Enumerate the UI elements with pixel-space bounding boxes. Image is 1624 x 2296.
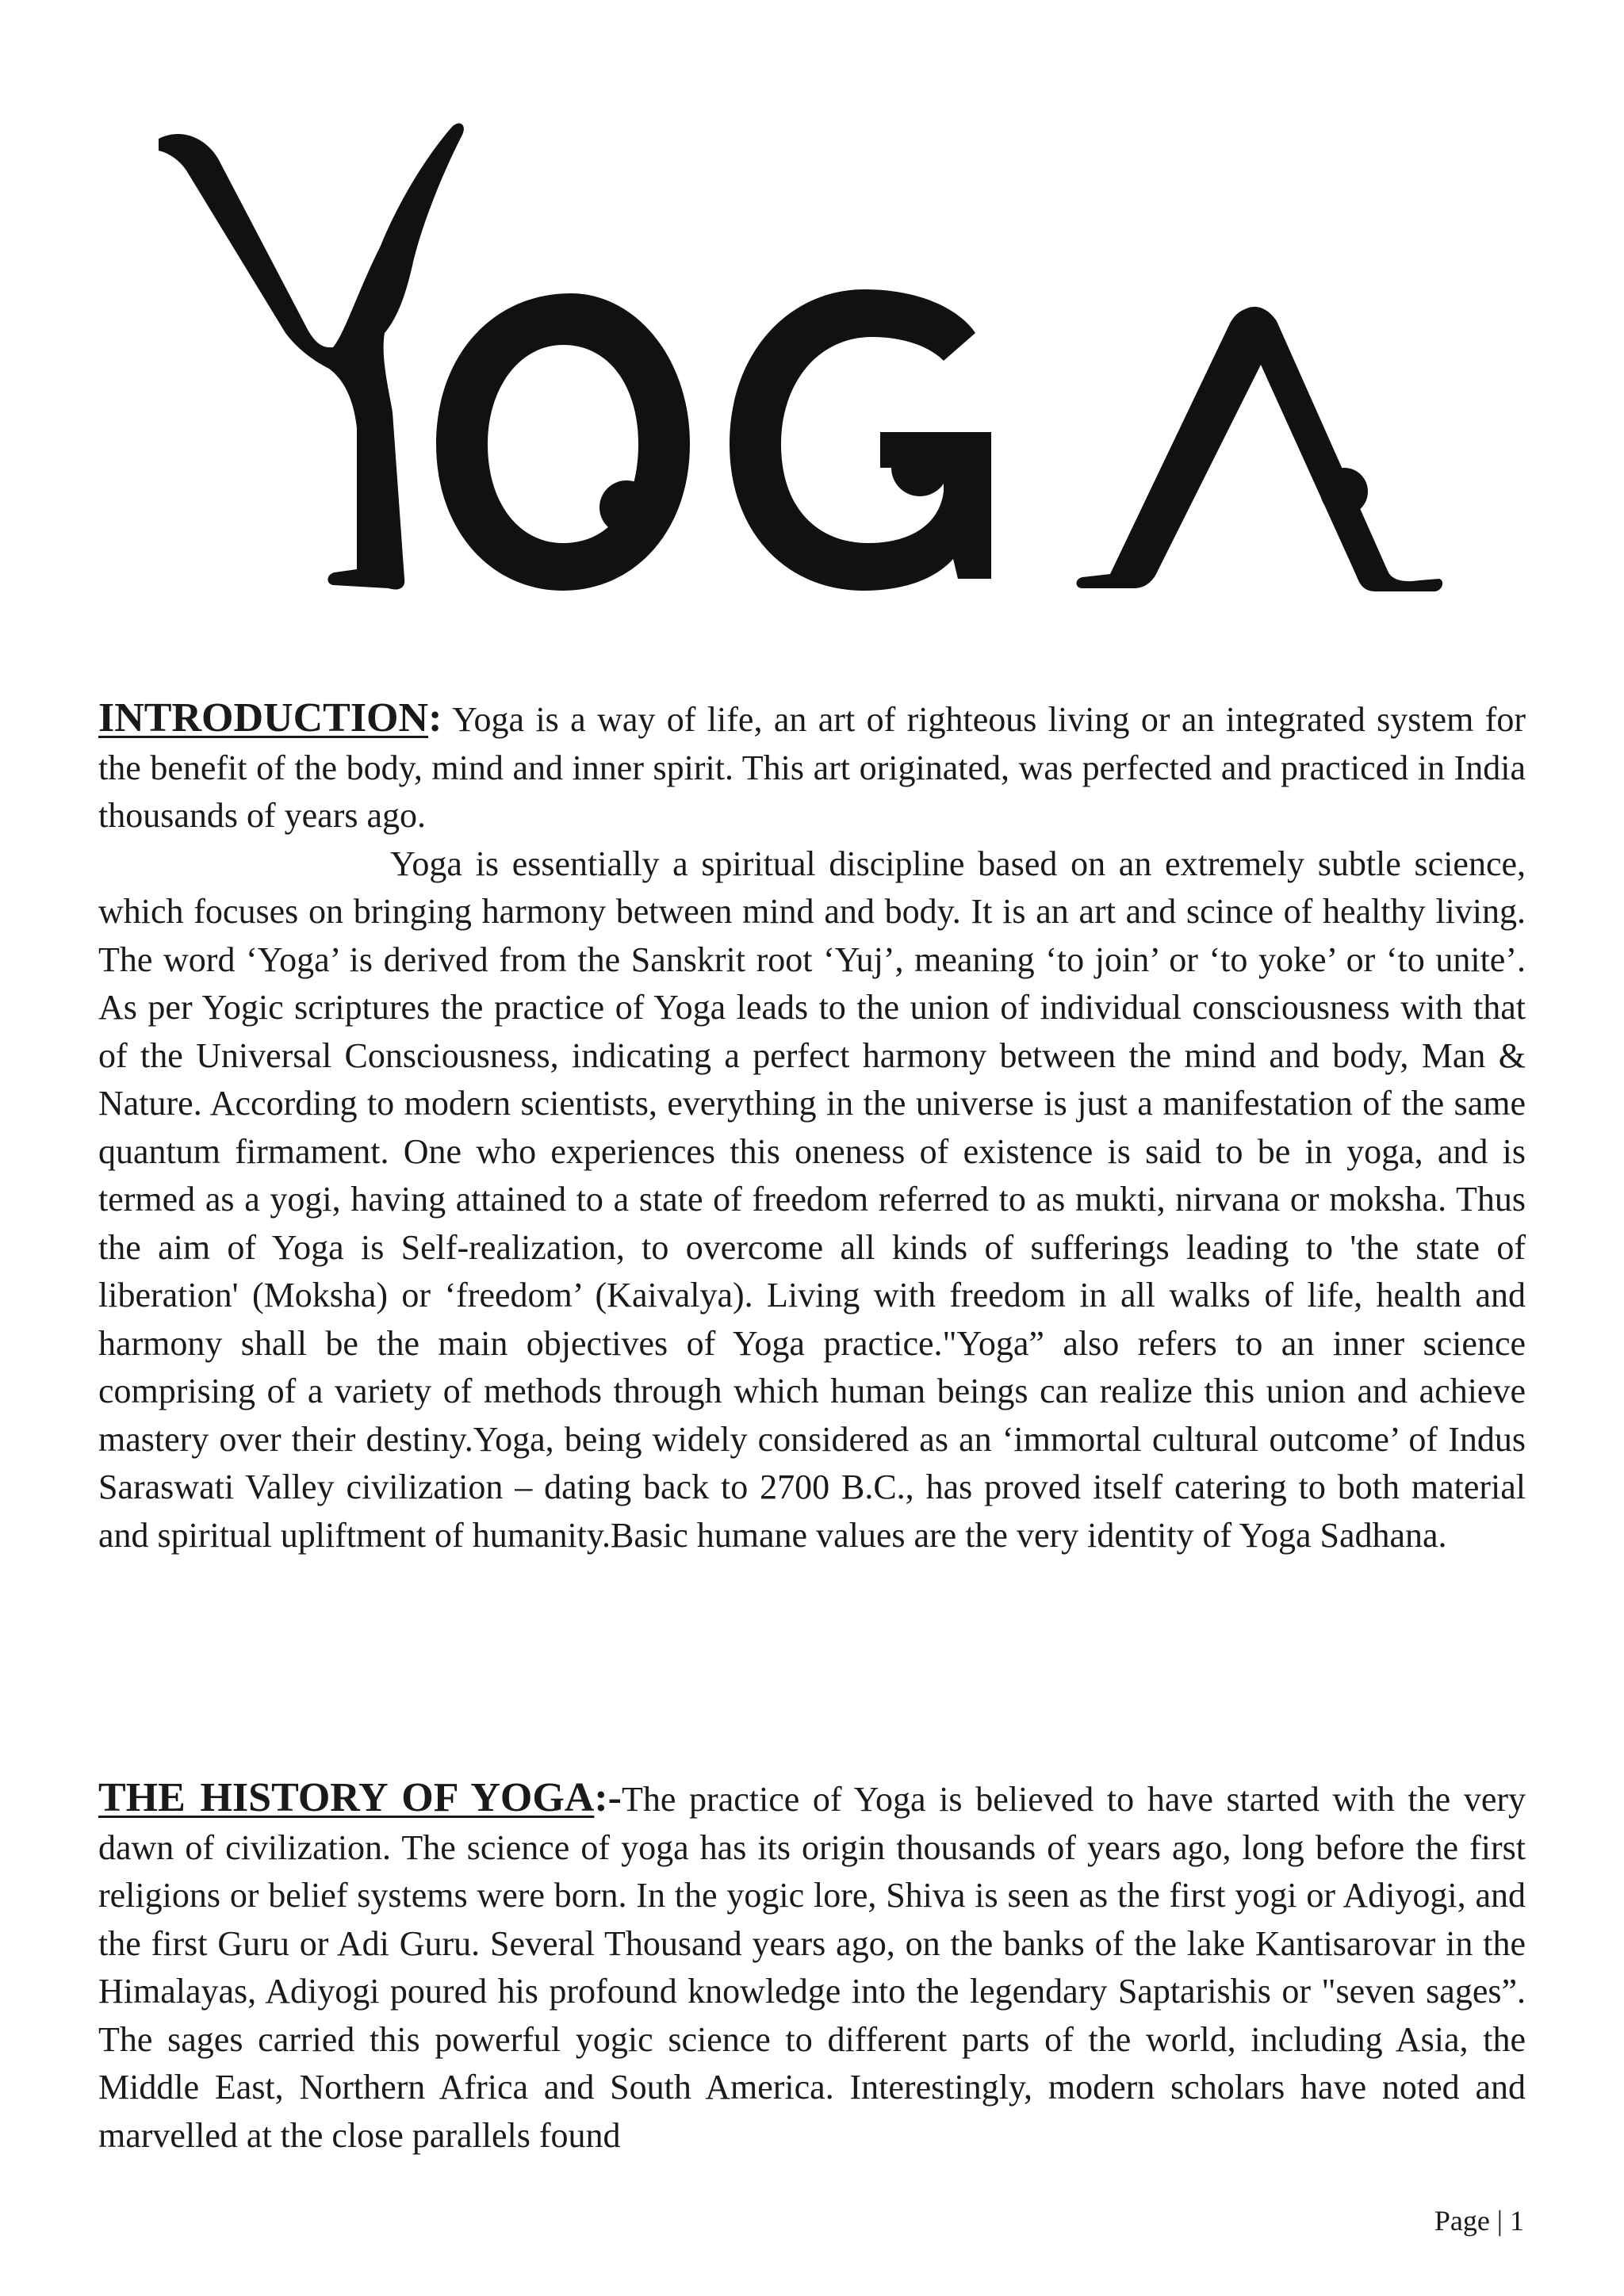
head-icon [891, 439, 948, 496]
history-section [98, 1774, 1526, 2160]
head-icon [1320, 468, 1368, 515]
introduction-heading: INTRODUCTION: [98, 695, 442, 740]
introduction-paragraph [98, 695, 1526, 840]
yoga-pose-silhouettes-icon [159, 124, 1442, 591]
letter-a-pose-icon [1077, 307, 1443, 591]
yoga-logo [119, 95, 1451, 603]
head-icon [599, 480, 653, 534]
history-paragraph [98, 1774, 1526, 2160]
letter-y-pose-icon [159, 124, 464, 590]
page-number: Page | 1 [1434, 2205, 1524, 2237]
introduction-paragraph-2: Yoga is essentially a spiritual discipline based on an extremely subtle science, which focuses on bringing harmony between mind and body. It is an art and scince of healthy living. The word ‘Yoga’ is derived from the Sanskrit root ‘Yuj’, meaning ‘to join’ or ‘to yoke’ or ‘to unite’. As per Yogic scriptures the practice of Yoga leads to the union of individual consciousness with that of the Universal Consciousness, indicating a perfect harmony between the mind and body, Man & Nature. According to modern scientists, everything in the universe is just a manifestation of the same quantum firmament. One who experiences this oneness of existence is said to be in yoga, and is termed as a yogi, having attained to a state of freedom referred to as mukti, nirvana or moksha. Thus the aim of Yoga is Self-realization, to overcome all kinds of sufferings leading to 'the state of liberation' (Moksha) or ‘freedom’ (Kaivalya). Living with freedom in all walks of life, health and harmony shall be the main objectives of Yoga practice."Yoga” also refers to an inner science comprising of a variety of methods through which human beings can realize this union and achieve mastery over their destiny.Yoga, being widely considered as an ‘immortal cultural outcome’ of Indus Saraswati Valley civilization – dating back to 2700 B.C., has proved itself catering to both material and spiritual upliftment of humanity.Basic humane values are the very identity of Yoga Sadhana. [98, 844, 1526, 1555]
history-heading: THE HISTORY OF YOGA:- [98, 1775, 622, 1820]
introduction-text: Yoga is a way of life, an art of righteous living or an integrated system for the benefit of the body, mind and inner spirit. This art originated, was perfected and practiced in India thousands of years ago. [98, 700, 1526, 835]
introduction-section [98, 695, 1526, 1559]
letter-o-pose-icon [436, 293, 690, 591]
history-text: The practice of Yoga is believed to have started with the very dawn of civilization. The science of yoga has its origin thousands of years ago, long before the first religions or belief systems were born. In the yogic lore, Shiva is seen as the first yogi or Adiyogi, and the first Guru or Adi Guru. Several Thousand years ago, on the banks of the lake Kantisarovar in the Himalayas, Adiyogi poured his profound knowledge into the legendary Saptarishis or "seven sages”. The sages carried this powerful yogic science to different parts of the world, including Asia, the Middle East, Northern Africa and South America. Interestingly, modern scholars have noted and marvelled at the close parallels found [98, 1780, 1526, 2155]
letter-g-pose-icon [730, 289, 991, 591]
